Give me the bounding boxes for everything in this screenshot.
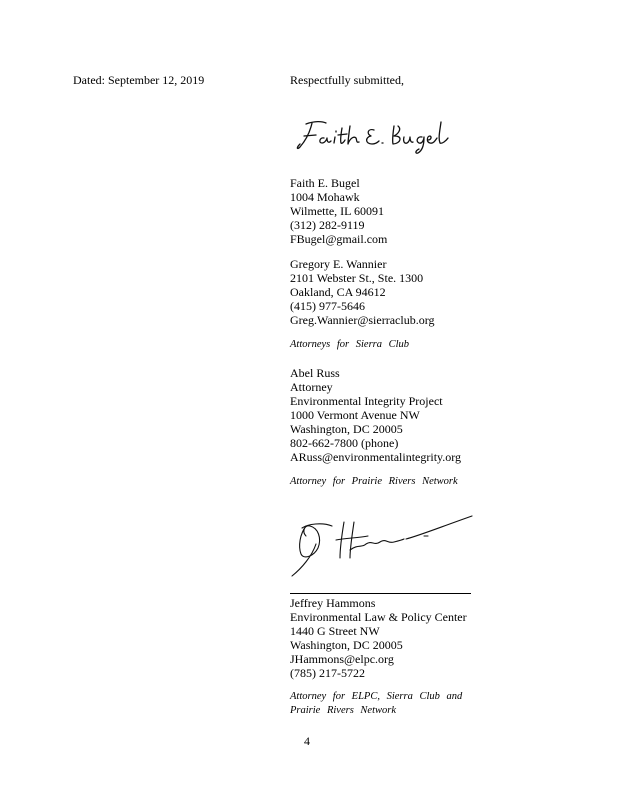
attorney-title: Attorney xyxy=(290,380,333,394)
attorney-name: Jeffrey Hammons xyxy=(290,596,376,610)
role-line: Prairie Rivers Network xyxy=(290,705,396,716)
organization: Environmental Integrity Project xyxy=(290,394,443,408)
street-address: 2101 Webster St., Ste. 1300 xyxy=(290,271,424,285)
signature-block-russ xyxy=(290,366,461,464)
phone-number: (785) 217-5722 xyxy=(290,666,365,680)
email-address: Greg.Wannier@sierraclub.org xyxy=(290,313,435,327)
phone-number: (415) 977-5646 xyxy=(290,299,365,313)
role-line: Attorney for ELPC, Sierra Club and xyxy=(290,691,463,702)
attorney-name: Gregory E. Wannier xyxy=(290,257,387,271)
phone-number: (312) 282-9119 xyxy=(290,218,365,232)
city-state-zip: Washington, DC 20005 xyxy=(290,638,403,652)
street-address: 1440 G Street NW xyxy=(290,624,380,638)
city-state-zip: Wilmette, IL 60091 xyxy=(290,204,385,218)
role-prairie-rivers: Attorney for Prairie Rivers Network xyxy=(290,476,458,487)
role-elpc xyxy=(290,690,462,718)
email-address: FBugel@gmail.com xyxy=(290,232,388,246)
signature-jeffrey-hammons xyxy=(288,514,478,580)
phone-number: 802-662-7800 (phone) xyxy=(290,436,399,450)
role-sierra-club: Attorneys for Sierra Club xyxy=(290,339,410,350)
closing-line: Respectfully submitted, xyxy=(290,73,404,87)
email-address: ARuss@environmentalintegrity.org xyxy=(290,450,462,464)
attorney-name: Faith E. Bugel xyxy=(290,176,360,190)
date-line: Dated: September 12, 2019 xyxy=(73,73,205,87)
signature-line xyxy=(290,593,471,594)
signature-block-wannier xyxy=(290,257,434,327)
street-address: 1004 Mohawk xyxy=(290,190,360,204)
city-state-zip: Washington, DC 20005 xyxy=(290,422,403,436)
page-number: 4 xyxy=(304,734,310,748)
organization: Environmental Law & Policy Center xyxy=(290,610,467,624)
street-address: 1000 Vermont Avenue NW xyxy=(290,408,420,422)
signature-faith-bugel xyxy=(292,116,457,156)
city-state-zip: Oakland, CA 94612 xyxy=(290,285,386,299)
email-address: JHammons@elpc.org xyxy=(290,652,394,666)
attorney-name: Abel Russ xyxy=(290,366,340,380)
signature-block-bugel xyxy=(290,176,387,246)
signature-block-hammons xyxy=(290,596,467,680)
